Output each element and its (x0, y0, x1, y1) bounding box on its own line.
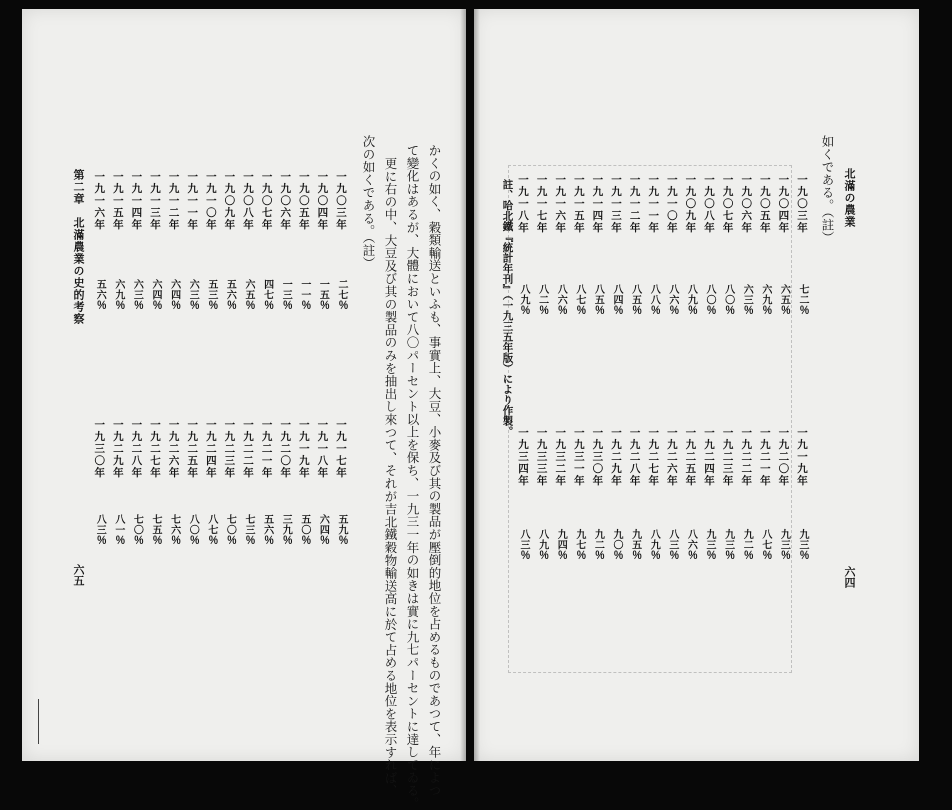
table-value: 八六％ (555, 284, 567, 316)
table-note: 註、哈北鐵『統計年刊』（一九三五年版）により作製。 (501, 179, 514, 437)
table-year: 一九〇三年 (796, 174, 808, 234)
table-value: 一一％ (298, 279, 310, 311)
table-year: 一九一三年 (149, 171, 161, 231)
table-year: 一九一五年 (111, 171, 124, 231)
table-value: 八七％ (573, 284, 585, 316)
table-year: 一九〇六年 (740, 174, 753, 234)
table-year: 一九二七年 (149, 419, 161, 479)
spine-shadow (474, 9, 480, 761)
running-head: 第二章 北滿農業の史的考察 (72, 169, 85, 325)
table-value: 二七％ (336, 279, 347, 311)
table-year: 一九〇九年 (684, 174, 697, 234)
table-year: 一九二九年 (610, 427, 622, 487)
table-year: 一九一七年 (535, 174, 548, 234)
table-year: 一九一一年 (647, 174, 660, 234)
table-year: 一九一七年 (335, 419, 347, 479)
table-value: 八五％ (629, 284, 641, 316)
right-page (474, 9, 919, 761)
table-year: 一九〇四年 (777, 174, 790, 234)
table-value: 八三％ (666, 529, 678, 561)
table-value: 五〇％ (298, 514, 310, 546)
table-year: 一九一三年 (610, 174, 622, 234)
table-year: 一九二三年 (721, 427, 734, 487)
table-year: 一九三二年 (554, 427, 567, 487)
table-value: 五九％ (336, 514, 347, 546)
table-value: 四七％ (261, 279, 273, 311)
table-value: 五六％ (94, 279, 106, 311)
table-year: 一九二二年 (242, 419, 254, 479)
table-value: 七二％ (797, 284, 808, 316)
body-line-4: 次の如くである。（註） (361, 135, 376, 270)
table-value: 五六％ (224, 279, 236, 311)
table-year: 一九二八年 (628, 427, 641, 487)
table-year: 一九一〇年 (665, 174, 678, 234)
table-value: 五六％ (261, 514, 273, 546)
table-value: 九五％ (629, 529, 641, 561)
table-year: 一九二二年 (740, 427, 753, 487)
table-year: 一九二一年 (758, 427, 771, 487)
intro-line: 如くである。（註） (820, 135, 835, 244)
table-value: 九三％ (778, 529, 790, 561)
table-value: 九七％ (573, 529, 585, 561)
table-year: 一九〇四年 (316, 171, 329, 231)
table-value: 六九％ (112, 279, 124, 311)
table-value: 一五％ (317, 279, 329, 311)
table-value: 六三％ (131, 279, 143, 311)
table-value: 八七％ (205, 514, 217, 546)
table-value: 九四％ (555, 529, 567, 561)
table-value: 六三％ (187, 279, 199, 311)
spine-shadow (460, 9, 466, 761)
table-value: 九三％ (797, 529, 808, 561)
table-year: 一九二七年 (647, 427, 660, 487)
table-value: 七〇％ (131, 514, 143, 546)
table-year: 一九〇八年 (703, 174, 715, 234)
table-year: 一九一八年 (517, 174, 529, 234)
table-year: 一九二一年 (260, 419, 273, 479)
table-year: 一九〇七年 (721, 174, 734, 234)
table-value: 七六％ (168, 514, 180, 546)
table-value: 八〇％ (704, 284, 715, 316)
table-year: 一九一〇年 (204, 171, 217, 231)
table-value: 三九％ (280, 514, 292, 546)
body-line-1: かくの如く、穀類輸送といふも、事實上、大豆、小麥及び其の製品が壓倒的地位を占めるものであつて、年によつ (427, 144, 442, 797)
table-value: 八七％ (759, 529, 771, 561)
page-number: 六五 (72, 564, 85, 586)
table-value: 六三％ (741, 284, 753, 316)
table-value: 九〇％ (611, 529, 622, 561)
body-line-2: て變化はあるが、大體において八〇パーセント以上を保ち、一九三一年の如きは實に九七パーセントに達してゐる。 (405, 144, 420, 810)
page-number: 六四 (843, 566, 856, 588)
table-year: 一九二〇年 (777, 427, 790, 487)
table-year: 一九一一年 (186, 171, 199, 231)
table-year: 一九〇七年 (260, 171, 273, 231)
table-year: 一九一八年 (316, 419, 329, 479)
table-value: 八〇％ (187, 514, 199, 546)
table-year: 一九一二年 (167, 171, 180, 231)
table-value: 一三％ (280, 279, 292, 311)
table-year: 一九二八年 (130, 419, 143, 479)
table-value: 八六％ (666, 284, 678, 316)
table-year: 一九〇六年 (279, 171, 292, 231)
table-year: 一九一二年 (628, 174, 641, 234)
table-value: 八九％ (685, 284, 697, 316)
table-year: 一九〇五年 (758, 174, 771, 234)
table-year: 一九一四年 (130, 171, 143, 231)
table-year: 一九〇五年 (297, 171, 310, 231)
margin-mark (38, 699, 39, 744)
table-year: 一九二九年 (111, 419, 124, 479)
table-year: 一九〇九年 (223, 171, 236, 231)
table-value: 九三％ (704, 529, 715, 561)
table-value: 六四％ (317, 514, 329, 546)
table-value: 八三％ (518, 529, 529, 561)
table-year: 一九〇八年 (242, 171, 254, 231)
table-value: 八九％ (648, 529, 660, 561)
table-year: 一九一四年 (591, 174, 604, 234)
table-year: 一九二四年 (703, 427, 715, 487)
table-value: 八五％ (592, 284, 604, 316)
table-year: 一九一九年 (796, 427, 808, 487)
table-year: 一九〇三年 (335, 171, 347, 231)
left-page (22, 9, 466, 810)
table-value: 八〇％ (722, 284, 734, 316)
table-year: 一九一五年 (572, 174, 585, 234)
table-value: 八三％ (94, 514, 106, 546)
table-value: 八八％ (648, 284, 660, 316)
table-frame (508, 165, 792, 673)
table-value: 六九％ (759, 284, 771, 316)
table-value: 八二％ (536, 284, 548, 316)
table-year: 一九一六年 (93, 171, 106, 231)
table-value: 八四％ (611, 284, 622, 316)
table-value: 五三％ (205, 279, 217, 311)
table-year: 一九二五年 (684, 427, 697, 487)
table-year: 一九三〇年 (93, 419, 106, 479)
table-year: 一九一六年 (554, 174, 567, 234)
table-value: 七五％ (150, 514, 161, 546)
table-value: 九二％ (741, 529, 753, 561)
table-value: 七〇％ (224, 514, 236, 546)
table-year: 一九三四年 (517, 427, 529, 487)
table-value: 六四％ (150, 279, 161, 311)
table-year: 一九一九年 (297, 419, 310, 479)
table-value: 六五％ (243, 279, 254, 311)
table-year: 一九三三年 (535, 427, 548, 487)
table-year: 一九三〇年 (591, 427, 604, 487)
table-value: 八九％ (536, 529, 548, 561)
table-value: 九二％ (592, 529, 604, 561)
table-year: 一九二三年 (223, 419, 236, 479)
table-year: 一九三一年 (572, 427, 585, 487)
body-line-3: 更に右の中、大豆及び其の製品のみを抽出し來つて、それが吉北鐵穀物輸送高に於て占める地位を表示すれば、 (383, 157, 398, 797)
running-head: 北滿の農業 (843, 168, 856, 228)
table-value: 八一％ (112, 514, 124, 546)
table-year: 一九二六年 (167, 419, 180, 479)
table-value: 六四％ (168, 279, 180, 311)
table-year: 一九二五年 (186, 419, 199, 479)
table-value: 八六％ (685, 529, 697, 561)
table-value: 六五％ (778, 284, 790, 316)
table-year: 一九二〇年 (279, 419, 292, 479)
table-value: 八九％ (518, 284, 529, 316)
table-year: 一九二六年 (665, 427, 678, 487)
table-value: 七三％ (243, 514, 254, 546)
table-year: 一九二四年 (204, 419, 217, 479)
table-value: 九三％ (722, 529, 734, 561)
